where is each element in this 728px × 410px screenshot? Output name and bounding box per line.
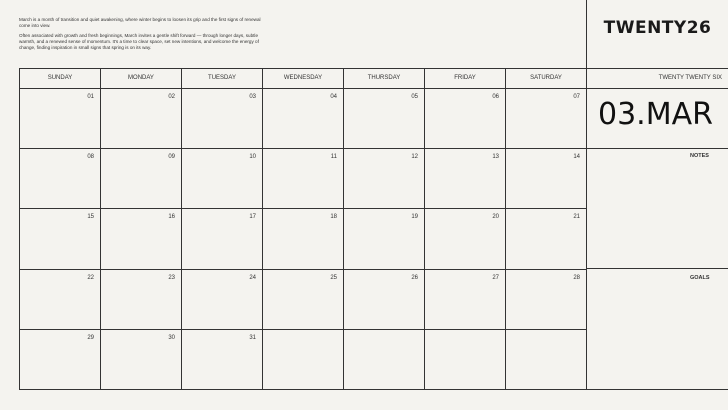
calendar-day-cell[interactable] — [425, 89, 506, 148]
weekday-header: WEDNESDAY — [263, 69, 344, 88]
day-number: 17 — [249, 214, 256, 221]
day-number: 06 — [492, 94, 499, 100]
calendar-week-row — [20, 149, 587, 209]
goals-label: GOALS — [690, 275, 710, 281]
weekday-header: TUESDAY — [182, 69, 263, 88]
calendar-day-cell[interactable] — [506, 270, 587, 329]
day-number: 11 — [330, 154, 337, 161]
day-number: 14 — [573, 154, 580, 161]
weekday-header: SATURDAY — [506, 69, 587, 88]
day-number: 20 — [492, 214, 499, 221]
calendar-day-cell[interactable] — [344, 270, 425, 329]
calendar-day-cell[interactable] — [263, 209, 344, 268]
calendar-day-cell[interactable] — [20, 209, 101, 268]
calendar-day-cell[interactable] — [20, 330, 101, 389]
calendar-day-cell[interactable] — [182, 89, 263, 148]
weekday-header-row — [20, 69, 587, 89]
intro-paragraph-2: Often associated with growth and fresh beginnings, March invites a gentle shift forward — through longer days, subtle warmth, and a renewed sense of momentum. It's a time to clear space, set new intentions, and welcome the energy of change, finding inspiration in small signs that spring is on its way. — [19, 33, 259, 50]
day-number: 07 — [573, 94, 580, 100]
day-number: 02 — [168, 94, 175, 100]
weekday-header: MONDAY — [101, 69, 182, 88]
calendar-day-cell[interactable] — [182, 209, 263, 268]
calendar-day-cell[interactable] — [263, 330, 344, 389]
day-number: 21 — [573, 214, 580, 221]
day-number: 26 — [411, 274, 418, 281]
calendar-day-cell[interactable] — [182, 149, 263, 208]
calendar-day-cell[interactable] — [344, 149, 425, 208]
calendar-day-cell[interactable] — [506, 149, 587, 208]
day-number: 10 — [249, 154, 256, 161]
calendar-day-cell[interactable] — [425, 330, 506, 389]
calendar-day-cell[interactable] — [263, 270, 344, 329]
day-number: 27 — [492, 274, 499, 281]
day-number: 28 — [573, 274, 580, 281]
calendar-grid — [19, 68, 587, 390]
calendar-day-cell[interactable] — [425, 209, 506, 268]
calendar-day-cell[interactable] — [182, 270, 263, 329]
sidebar-header-line — [586, 88, 728, 89]
calendar-day-cell[interactable] — [263, 89, 344, 148]
intro-paragraph-1: March is a month of transition and quiet awakening, where winter begins to loosen its grip and the first signs of renewal come into view. — [19, 17, 261, 28]
day-number: 13 — [492, 154, 499, 161]
calendar-day-cell[interactable] — [506, 330, 587, 389]
month-date-label: 03.MAR — [598, 97, 713, 132]
calendar-day-cell[interactable] — [20, 89, 101, 148]
day-number: 03 — [249, 94, 256, 100]
calendar-day-cell[interactable] — [101, 149, 182, 208]
calendar-week-row — [20, 330, 587, 390]
calendar-day-cell[interactable] — [263, 149, 344, 208]
day-number: 22 — [87, 274, 94, 281]
day-number: 04 — [330, 94, 337, 100]
day-number: 12 — [411, 154, 418, 161]
notes-divider — [586, 148, 728, 149]
day-number: 01 — [87, 94, 94, 100]
day-number: 29 — [87, 334, 94, 341]
calendar-day-cell[interactable] — [101, 89, 182, 148]
calendar-day-cell[interactable] — [506, 89, 587, 148]
day-number: 08 — [87, 154, 94, 161]
day-number: 19 — [411, 214, 418, 221]
day-number: 24 — [249, 274, 256, 281]
day-number: 09 — [168, 154, 175, 161]
calendar-day-cell[interactable] — [344, 209, 425, 268]
calendar-week-row — [20, 89, 587, 149]
calendar-day-cell[interactable] — [425, 149, 506, 208]
calendar-day-cell[interactable] — [506, 209, 587, 268]
calendar-week-row — [20, 209, 587, 269]
calendar-day-cell[interactable] — [20, 270, 101, 329]
calendar-day-cell[interactable] — [101, 330, 182, 389]
calendar-day-cell[interactable] — [101, 270, 182, 329]
calendar-day-cell[interactable] — [344, 89, 425, 148]
day-number: 18 — [330, 214, 337, 221]
calendar-day-cell[interactable] — [101, 209, 182, 268]
intro-text — [19, 17, 269, 55]
day-number: 30 — [168, 334, 175, 341]
year-label: TWENTY TWENTY SIX — [658, 75, 722, 81]
day-number: 23 — [168, 274, 175, 281]
notes-label: NOTES — [690, 153, 709, 159]
weekday-header: THURSDAY — [344, 69, 425, 88]
calendar-day-cell[interactable] — [182, 330, 263, 389]
day-number: 15 — [87, 214, 94, 221]
calendar-week-row — [20, 270, 587, 330]
sidebar-bottom-line — [586, 389, 728, 390]
day-number: 05 — [411, 94, 418, 100]
brand-title: TWENTY26 — [603, 18, 712, 38]
weekday-header: FRIDAY — [425, 69, 506, 88]
calendar-day-cell[interactable] — [425, 270, 506, 329]
weekday-header: SUNDAY — [20, 69, 101, 88]
day-number: 16 — [168, 214, 175, 221]
goals-divider — [586, 268, 728, 269]
calendar-day-cell[interactable] — [344, 330, 425, 389]
day-number: 25 — [330, 274, 337, 281]
calendar-day-cell[interactable] — [20, 149, 101, 208]
day-number: 31 — [249, 334, 256, 341]
